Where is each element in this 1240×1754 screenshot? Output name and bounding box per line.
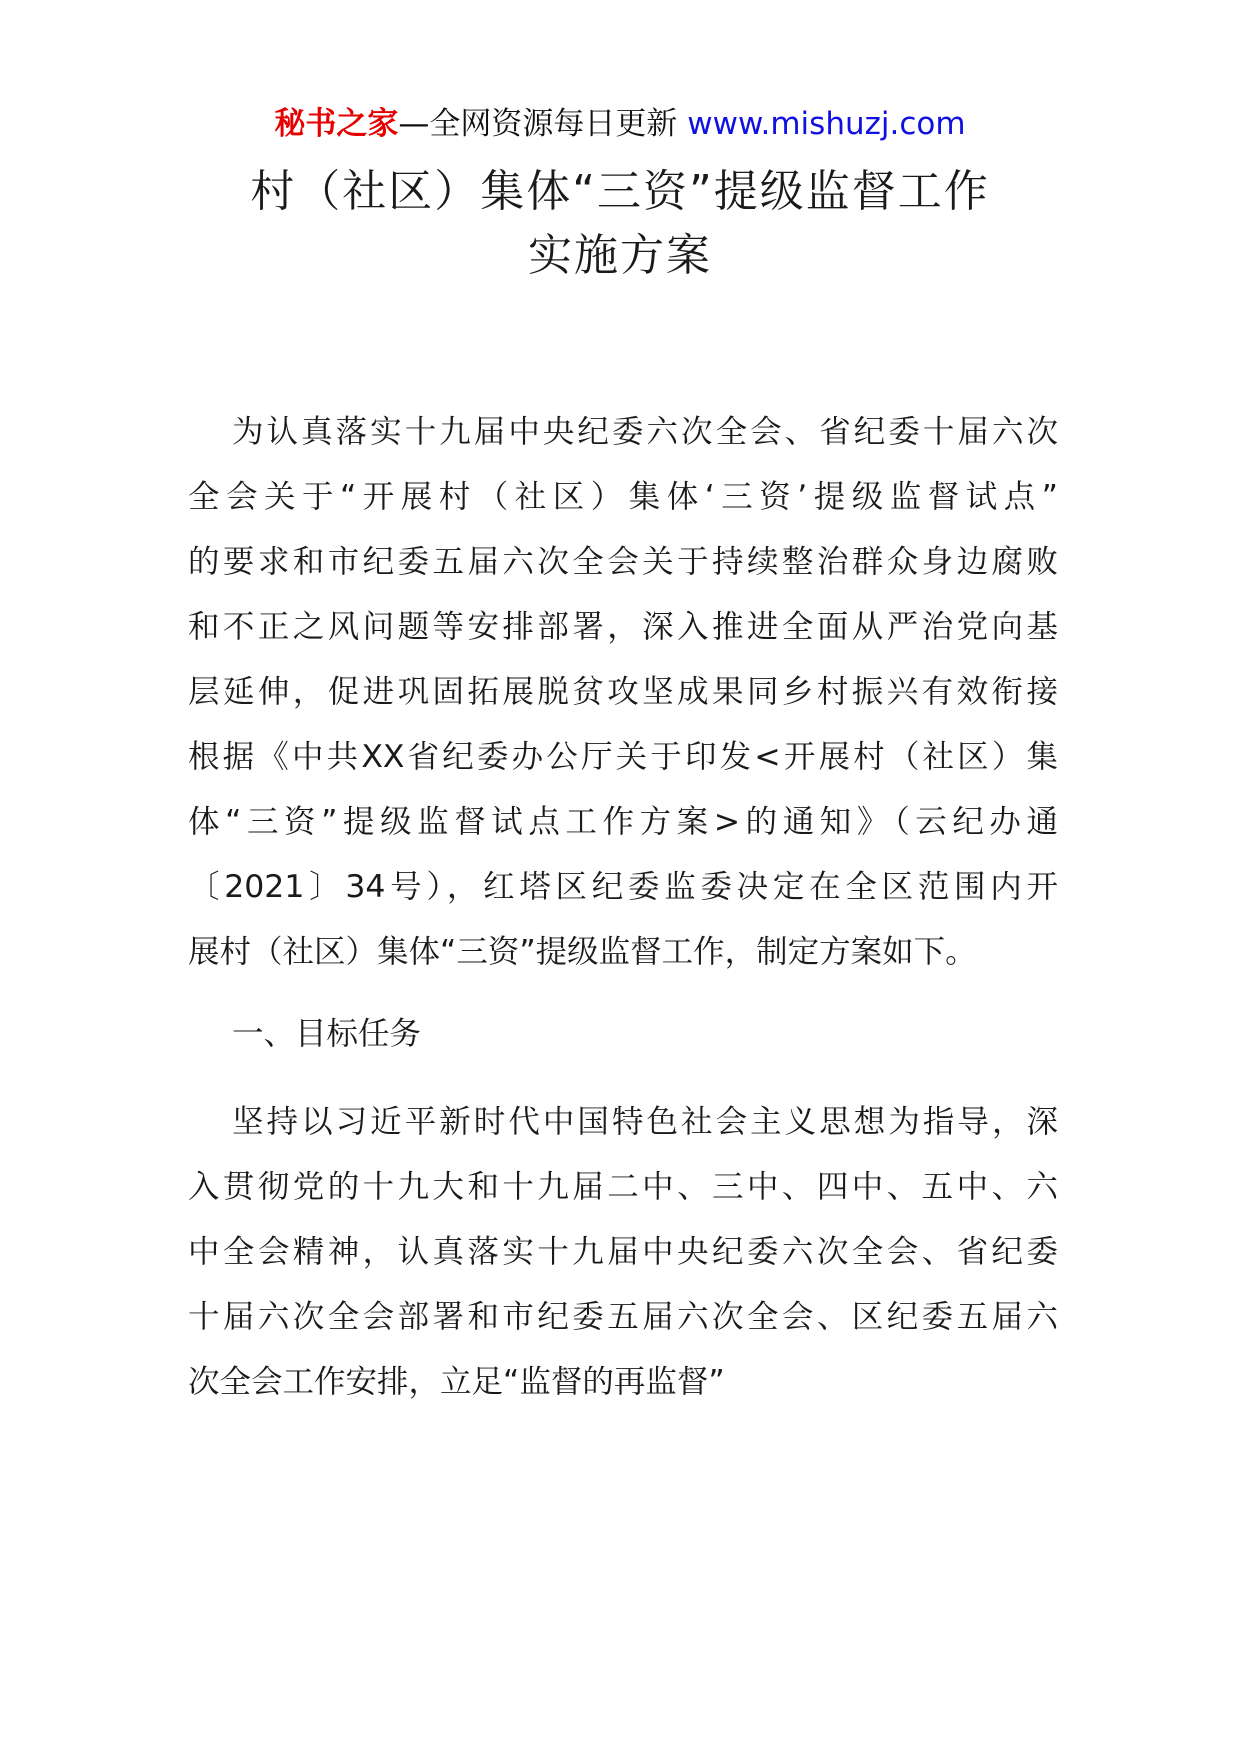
paragraph-line: 十届六次全会部署和市纪委五届六次全会、区纪委五届六 xyxy=(188,1299,1058,1335)
paragraph-line: 展村（社区）集体“三资”提级监督工作，制定方案如下。 xyxy=(188,934,977,970)
title-line-2: 实施方案 xyxy=(528,230,712,281)
paragraph-line: 次全会工作安排，立足“监督的再监督” xyxy=(188,1364,725,1400)
paragraph-line: 全会关于“开展村（社区）集体‘三资’提级监督试点” xyxy=(188,479,1058,515)
paragraph-line: 入贯彻党的十九大和十九届二中、三中、四中、五中、六 xyxy=(188,1169,1058,1205)
paragraph-line: 〔2021〕34号），红塔区纪委监委决定在全区范围内开 xyxy=(188,869,1058,905)
header-tagline: —全网资源每日更新 xyxy=(398,106,678,142)
section-heading-goals: 一、目标任务 xyxy=(232,1016,422,1052)
site-url-link[interactable]: www.mishuzj.com xyxy=(687,106,966,142)
paragraph-line: 体“三资”提级监督试点工作方案>的通知》（云纪办通 xyxy=(188,804,1058,840)
paragraph-line: 和不正之风问题等安排部署，深入推进全面从严治党向基 xyxy=(188,609,1058,645)
paragraph-line: 中全会精神，认真落实十九届中央纪委六次全会、省纪委 xyxy=(188,1234,1058,1270)
brand-name: 秘书之家 xyxy=(274,106,399,142)
title-line-1: 村（社区）集体“三资”提级监督工作 xyxy=(250,166,990,217)
goals-paragraph xyxy=(188,1090,1058,1415)
site-header xyxy=(0,104,1240,144)
intro-paragraph xyxy=(188,400,1058,985)
paragraph-line: 的要求和市纪委五届六次全会关于持续整治群众身边腐败 xyxy=(188,544,1058,580)
paragraph-line: 根据《中共XX省纪委办公厅关于印发<开展村（社区）集 xyxy=(188,739,1058,775)
paragraph-line: 坚持以习近平新时代中国特色社会主义思想为指导，深 xyxy=(232,1104,1058,1140)
document-title xyxy=(0,160,1240,288)
paragraph-line: 为认真落实十九届中央纪委六次全会、省纪委十届六次 xyxy=(232,414,1058,450)
paragraph-line: 层延伸，促进巩固拓展脱贫攻坚成果同乡村振兴有效衔接 xyxy=(188,674,1058,710)
